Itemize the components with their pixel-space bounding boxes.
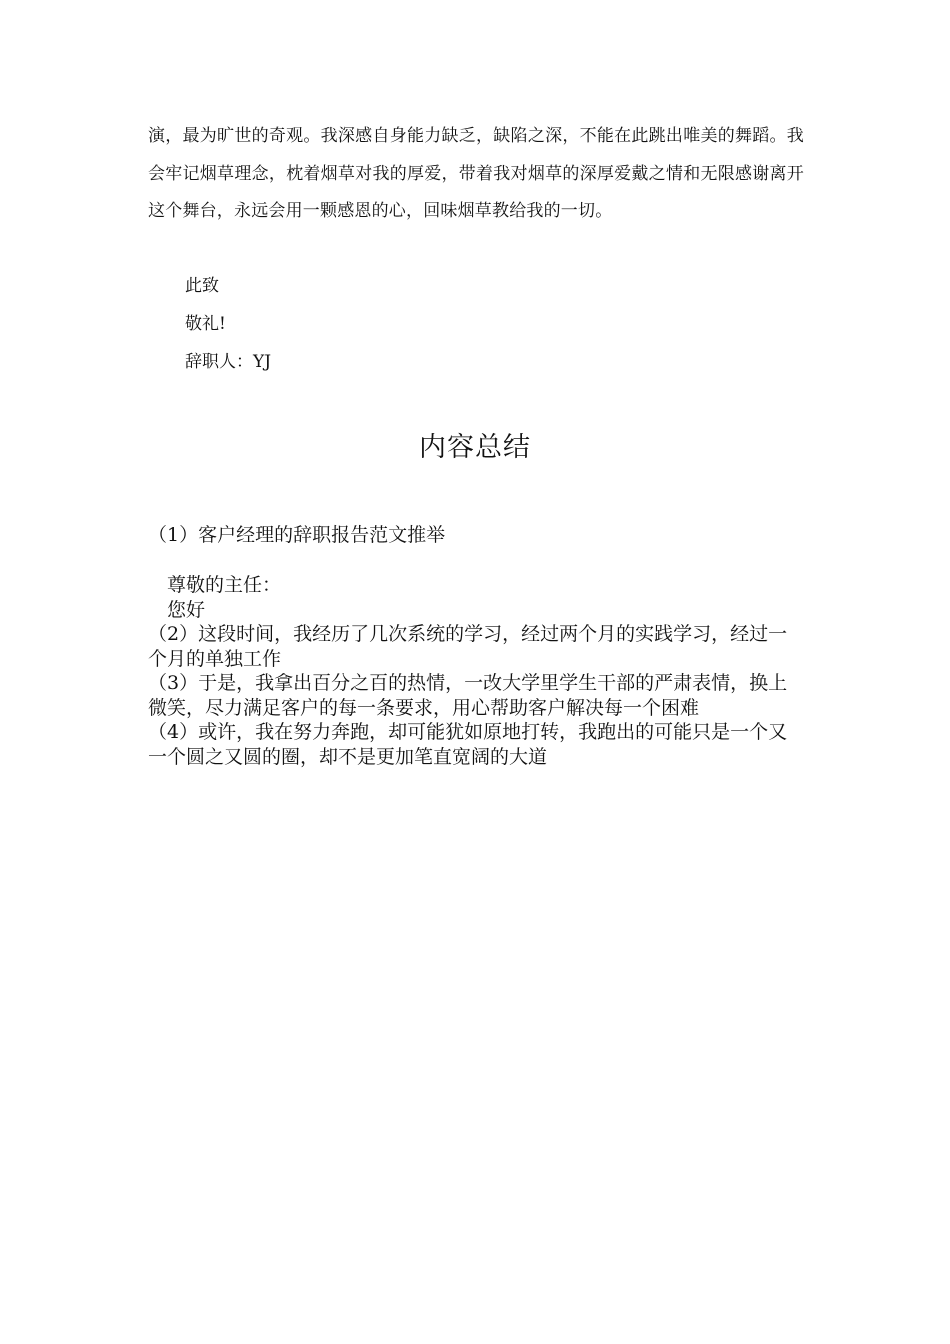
summary-title: 内容总结 [419, 432, 531, 463]
signature-line: 辞职人：YJ [185, 352, 272, 372]
summary-salutation: 尊敬的主任： [167, 574, 282, 596]
letter-body-paragraph: 演，最为旷世的奇观。我深感自身能力缺乏，缺陷之深，不能在此跳出唯美的舞蹈。我会牢记烟草理念，枕着烟草对我的厚爱，带着我对烟草的深厚爱戴之情和无限感谢离开这个舞台，永远会用一颗感恩的心，回味烟草教给我的一切。 [148, 126, 804, 221]
closing-regards: 敬礼! [185, 314, 226, 334]
summary-item-2: （2）这段时间，我经历了几次系统的学习，经过两个月的实践学习，经过一个月的单独工作 [148, 623, 788, 670]
summary-item-3: （3）于是，我拿出百分之百的热情，一改大学里学生干部的严肃表情，换上微笑，尽力满足客户的每一条要求，用心帮助客户解决每一个困难 [148, 672, 788, 719]
closing-salutation: 此致 [185, 276, 219, 296]
summary-body [148, 573, 804, 769]
summary-item-4: （4）或许，我在努力奔跑，却可能犹如原地打转，我跑出的可能只是一个又一个圆之又圆的圈，却不是更加笔直宽阔的大道 [148, 721, 788, 768]
summary-greeting: 您好 [167, 598, 206, 621]
summary-item-1: （1）客户经理的辞职报告范文推举 [148, 524, 446, 546]
